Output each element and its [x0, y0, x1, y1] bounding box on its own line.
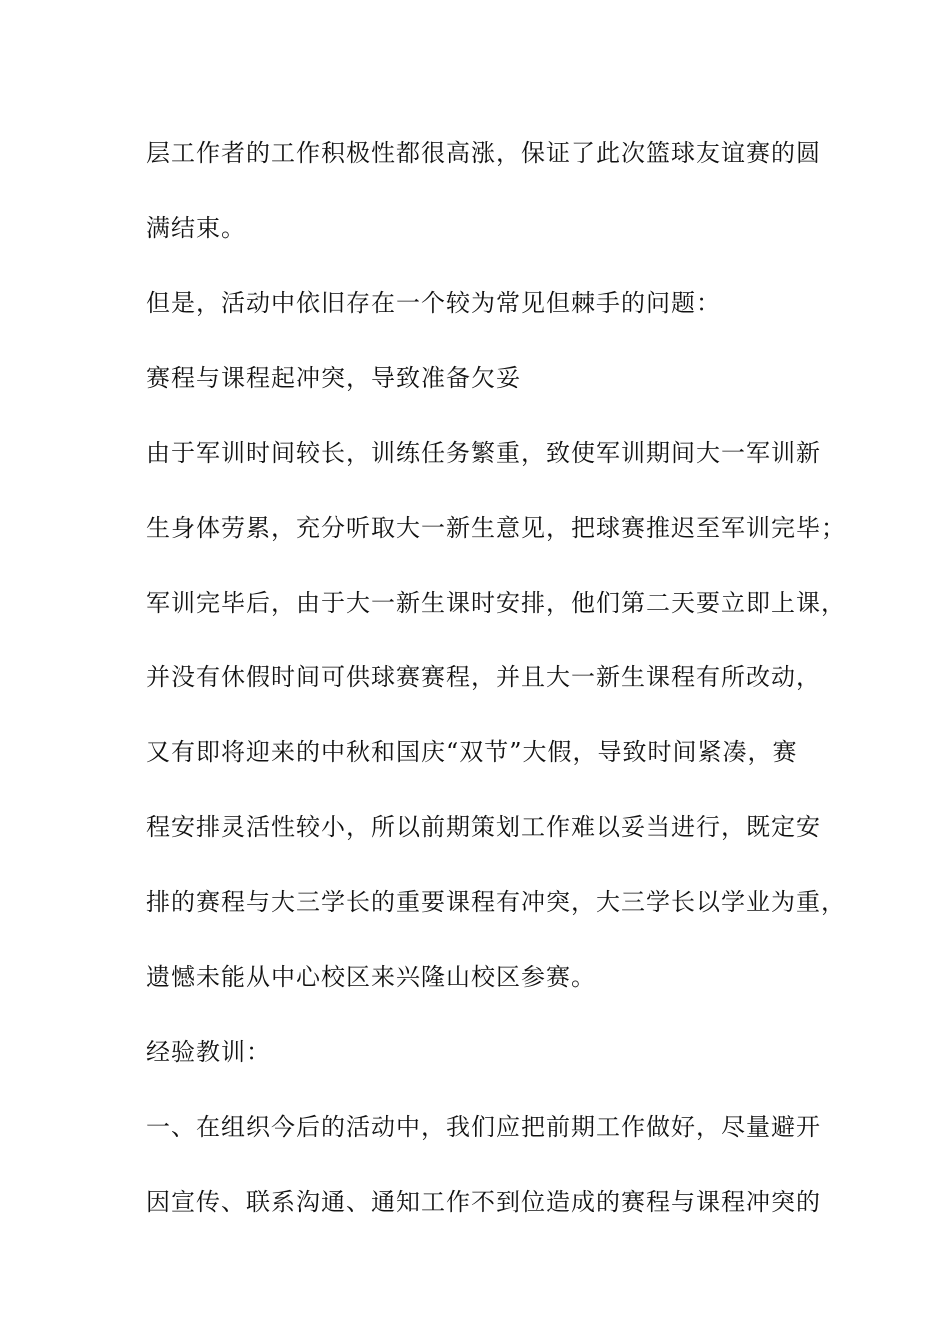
- text-line-7: 军训完毕后，由于大一新生课时安排，他们第二天要立即上课，: [146, 589, 846, 617]
- text-line-1: 层工作者的工作积极性都很高涨，保证了此次篮球友谊赛的圆: [146, 139, 821, 167]
- text-line-15: 因宣传、联系沟通、通知工作不到位造成的赛程与课程冲突的: [146, 1188, 821, 1216]
- text-line-4: 赛程与课程起冲突，导致准备欠妥: [146, 364, 521, 392]
- text-line-13: 经验教训：: [146, 1038, 271, 1066]
- text-line-6: 生身体劳累，充分听取大一新生意见，把球赛推迟至军训完毕；: [146, 514, 846, 542]
- text-line-14: 一、在组织今后的活动中，我们应把前期工作做好，尽量避开: [146, 1113, 821, 1141]
- text-line-10: 程安排灵活性较小，所以前期策划工作难以妥当进行，既定安: [146, 813, 821, 841]
- text-line-11: 排的赛程与大三学长的重要课程有冲突，大三学长以学业为重，: [146, 888, 846, 916]
- text-line-5: 由于军训时间较长，训练任务繁重，致使军训期间大一军训新: [146, 439, 821, 467]
- text-line-8: 并没有休假时间可供球赛赛程，并且大一新生课程有所改动，: [146, 663, 821, 691]
- text-line-3: 但是，活动中依旧存在一个较为常见但棘手的问题：: [146, 289, 721, 317]
- text-line-9: 又有即将迎来的中秋和国庆“双节”大假，导致时间紧凑，赛: [146, 738, 798, 766]
- text-line-2: 满结束。: [146, 214, 246, 242]
- text-line-12: 遗憾未能从中心校区来兴隆山校区参赛。: [146, 963, 596, 991]
